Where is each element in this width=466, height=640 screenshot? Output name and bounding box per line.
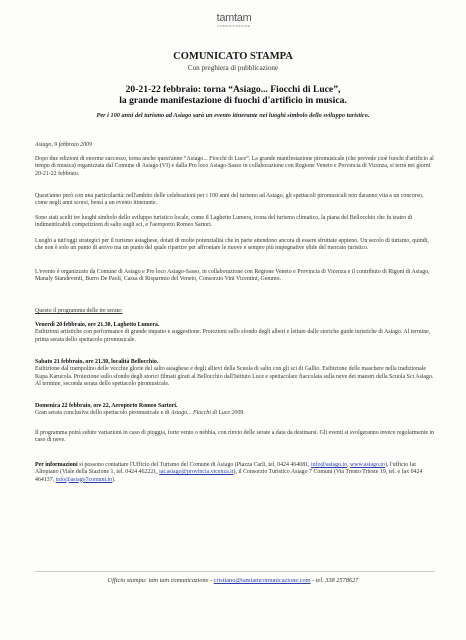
footer-phone: - tel. 338 2578627	[310, 577, 359, 584]
paragraph-weather: Il programma potrà subire variazioni in caso di pioggia, forte vento o nebbia, con rinvio delle serate a data da destinarsi. Gli eventi si svolgeranno invece regolarmente in caso di neve.	[35, 430, 435, 444]
program-sunday-event-name: Asiago... Fiocchi di Luce 2009.	[170, 410, 245, 417]
email-link-consorzio[interactable]: info@asiago7comuni.to	[55, 476, 113, 483]
program-friday-text: Esibizioni artistiche con performance di grande impatto e suggestione. Proiezioni sullo sfondo degli alberi e letture dalle storiche guide turistiche di Asiago. Al termine, prima serata dello spettacolo piromusicale.	[35, 329, 431, 343]
footer-divider	[35, 571, 435, 572]
footer-email-link[interactable]: cristiano@tamtamcomunicazione.com	[213, 577, 311, 584]
document-subtitle: Con preghiera di pubblicazione	[187, 64, 279, 72]
program-sunday-text: Gran serata conclusiva dello spettacolo piromusicale e di	[35, 410, 171, 417]
program-friday-heading: Venerdì 20 febbraio, ore 21.30, Laghetto Lumera.	[35, 322, 160, 328]
info-sep: ,	[347, 462, 351, 468]
info-text-c: ), il Consorzio Turistico Asiago 7 Comuni (Via Trento Trieste 19, tel. e fax 0424 464137,	[35, 469, 423, 483]
paragraph-3: Sono stati scelti tre luoghi simbolo dello sviluppo turistico locale, come il Laghetto Lumera, icona del turismo climatico, la piana del Bellocchio che fu teatro di indimenticabili competizioni di salto sugli sci, e l'aeroporto Romeo Sartori.	[35, 215, 413, 229]
email-link-asiago[interactable]: info@asiago.to	[311, 462, 348, 468]
program-saturday	[35, 359, 435, 388]
program-sunday-heading: Domenica 22 febbraio, ore 22, Aeroporto Romeo Sartori.	[35, 403, 178, 409]
paragraph-4: Luoghi a tutt'oggi strategici per il turismo asiaghese, dotati di molte potenzialità che in parte attendono ancora di essere sfruttate appieno. Un secolo di turismo, quindi, che non è solo un punto di arrivo ma un punto del quale ripartire per affrontare le nuove e sempre più impegnative sfide del mercato turistico.	[35, 238, 429, 252]
info-text-a: si possono contattare l'Ufficio del Turismo del Comune di Asiago (Piazza Carli, tel. 0424 464081,	[77, 462, 312, 468]
logo-subtext: COMUNICAZIONE	[217, 24, 251, 28]
intro-line: Per i 100 anni del turismo ad Asiago sarà un evento itinerante nei luoghi simbolo dello sviluppo turistico.	[96, 112, 370, 119]
document-title: COMUNICATO STAMPA	[173, 51, 293, 62]
email-link-iat[interactable]: iat.asiago@provincia.vicenza.it	[159, 469, 234, 476]
program-friday	[35, 322, 435, 344]
program-title: Questo il programma delle tre serate:	[35, 308, 123, 314]
footer-label: Ufficio stampa: tam tam comunicazione -	[107, 577, 214, 584]
paragraph-5: L'evento è organizzato da Comune di Asiago e Pro loco Asiago-Sasso, in collaborazione con Regione Veneto e Provincia di Vicenza e il contributo di Rigoni di Asiago, Manaly Standeventi, Burro De Paoli, Cassa di Risparmio del Veneto, Consorzio Vini Vicentini, Gemmo.	[35, 269, 430, 283]
paragraph-2: Quest'anno però con una particolarità: nell'ambito delle celebrazioni per i 100 anni del turismo ad Asiago, gli spettacoli piromusicali non daranno vita a un concorso, come negli anni scorsi, bensì a un evento itinerante.	[35, 193, 424, 207]
paragraph-1: Dopo due edizioni di enorme successo, torna anche quest'anno “Asiago... Fiocchi di Luce”. La grande manifestazione piromusicale (che prevede cioè fuochi d'artificio al tempo di musica) organizzata dal Comune di Asiago (VI) e dalla Pro loco Asiago-Sasso in collaborazione con Regione Veneto e Provincia di Vicenza, si terrà nei giorni 20-21-22 febbraio.	[35, 156, 434, 177]
info-heading: Per informazioni	[35, 462, 78, 468]
program-sunday	[35, 403, 435, 418]
program-saturday-text: Esibizione dal trampolino delle vecchie glorie del salto asiaghese e degli allievi della Scuola di salto con gli sci di Gallio. Esibizione delle maschere nella tradizionale Kupa Karucola. Proiezione sullo sfondo degli storici filmati girati al Bellocchio dall'Istituto Luce e spettacolare fiaccolata sulla neve dei maestri della Scuola Sci Asiago. Al termine, seconda serata dello spettacolo piromusicale.	[35, 366, 434, 387]
footer	[0, 577, 466, 584]
info-text-d: ).	[112, 476, 116, 483]
website-link-asiago[interactable]: www.asiago.to	[350, 462, 385, 468]
program-saturday-heading: Sabato 21 febbraio, ore 21.30, località Bellocchio.	[35, 359, 159, 365]
dateline: Asiago, 9 febbraio 2009	[35, 142, 92, 148]
logo-text: tamtam	[216, 12, 252, 24]
headline-line-2: la grande manifestazione di fuochi d'artificio in musica.	[119, 95, 347, 106]
info-text-b: ), l'ufficio Iat Altopiano (Viale della Stazione 1, tel. 0424 462221,	[35, 462, 416, 476]
headline-line-1: 20-21-22 febbraio: torna “Asiago... Fiocchi di Luce”,	[125, 84, 341, 95]
tamtam-logo	[204, 12, 264, 28]
paragraph-info	[35, 462, 435, 484]
